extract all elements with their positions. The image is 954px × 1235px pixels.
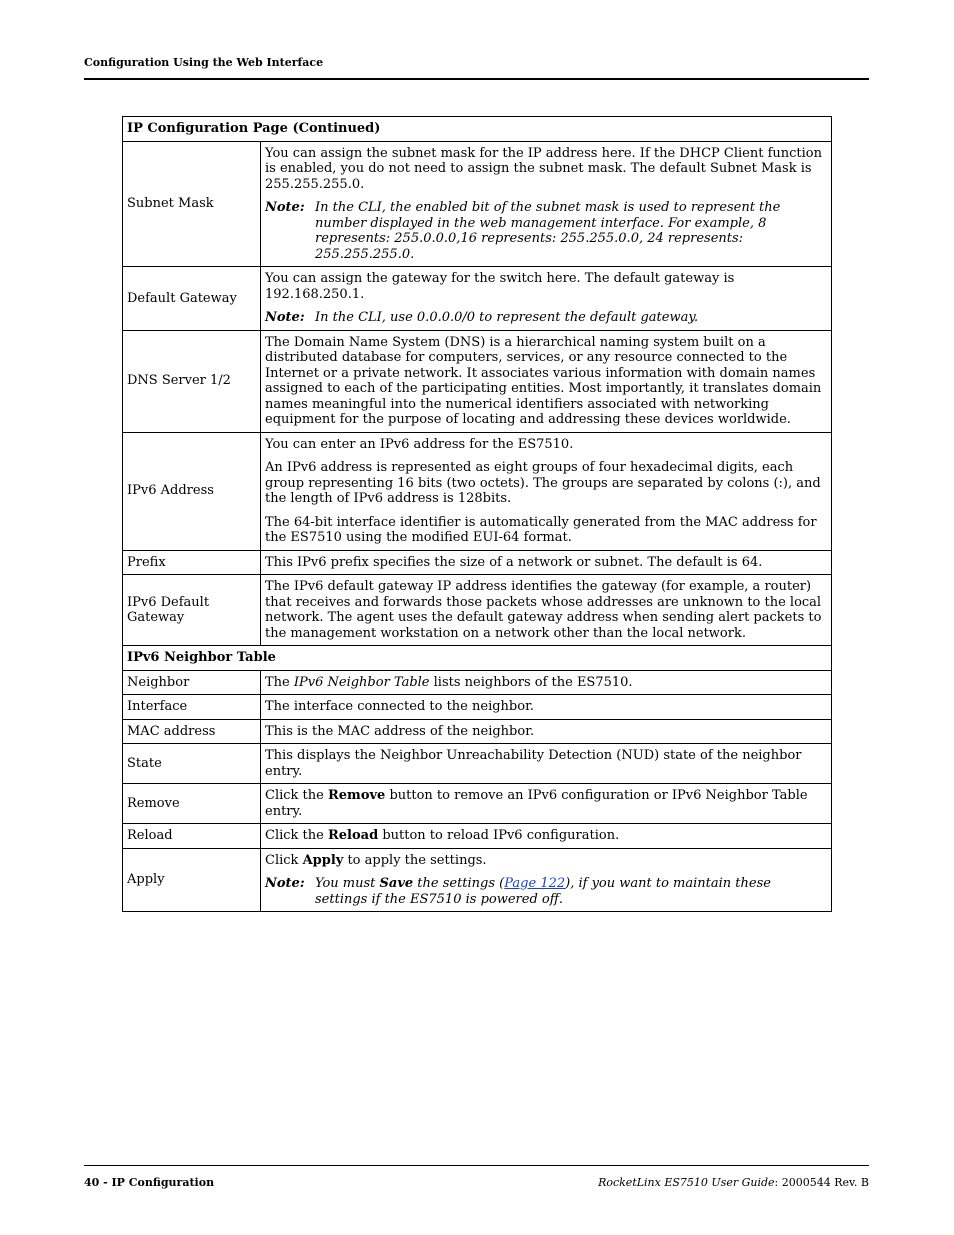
footer-doc-info [598, 1176, 869, 1189]
param-description [261, 575, 832, 646]
param-description [261, 848, 832, 912]
description-text: You can enter an IPv6 address for the ES7510. [265, 436, 574, 452]
description-text: The 64-bit interface identifier is automatically generated from the MAC address for the ES7510 using the modified EUI-64 format. [265, 514, 817, 545]
text-run: Click the [265, 788, 328, 803]
table-row [123, 848, 832, 912]
table-row [123, 824, 832, 849]
param-name: Subnet Mask [123, 141, 261, 267]
bold-term: Reload [327, 828, 379, 843]
table-row [123, 784, 832, 824]
text-run: Click the [265, 828, 328, 843]
param-name: MAC address [123, 719, 261, 744]
note-text: In the CLI, the enabled bit of the subnet mask is used to represent the number displayed in the web management interface. For example, 8 represents: 255.0.0.0,16 represents: 255.255.0.0, 24 represents: 255.255.255.0. [315, 200, 781, 262]
footer-page-label: 40 - IP Configuration [84, 1176, 215, 1189]
description-text: You can assign the subnet mask for the IP address here. If the DHCP Client function is enabled, you do not need to assign the subnet mask. The default Subnet Mask is 255.255.255.0. [265, 145, 822, 192]
note [265, 310, 827, 326]
param-description [261, 784, 832, 824]
description-text: The Domain Name System (DNS) is a hierarchical naming system built on a distributed database for computers, services, or any resource connected to the Internet or a private network. It associates various information with domain names assigned to each of the participating entities. Most importantly, it translates domain names meaningful into the numerical identifiers associated with networking equipment for the purpose of locating and addressing these devices worldwide. [265, 334, 822, 427]
text-run: to apply the settings. [343, 852, 487, 868]
description-text: An IPv6 address is represented as eight groups of four hexadecimal digits, each group representing 16 bits (two octets). The groups are separated by colons (:), and the length of IPv6 address is 128bits. [265, 460, 821, 506]
note-label: Note: [265, 310, 305, 325]
bold-term: Save [379, 876, 414, 891]
doc-title: RocketLinx ES7510 User Guide [598, 1176, 775, 1189]
section-header-row [123, 646, 832, 671]
table-row [123, 744, 832, 784]
param-description [261, 670, 832, 695]
description-text: You can assign the gateway for the switch here. The default gateway is 192.168.250.1. [265, 271, 735, 302]
note [265, 876, 827, 907]
table-title-row [123, 117, 832, 142]
param-name: Default Gateway [123, 267, 261, 331]
param-name: IPv6 Address [123, 432, 261, 550]
note-text: You must [315, 876, 380, 891]
description-text: This IPv6 prefix specifies the size of a network or subnet. The default is 64. [265, 554, 763, 570]
doc-revision: : 2000544 Rev. B [774, 1176, 869, 1189]
param-description [261, 267, 832, 331]
param-description: This displays the Neighbor Unreachability Detection (NUD) state of the neighbor entry. [261, 744, 832, 784]
text-run: button to reload IPv6 configuration. [378, 828, 620, 843]
param-description [261, 550, 832, 575]
param-name: Prefix [123, 550, 261, 575]
param-name: IPv6 Default Gateway [123, 575, 261, 646]
table-row [123, 695, 832, 720]
param-description [261, 432, 832, 550]
text-run: Click [265, 852, 303, 868]
note-text: ), if you want to maintain these settings if the ES7510 is powered off. [315, 876, 771, 907]
param-name: Neighbor [123, 670, 261, 695]
param-name: Apply [123, 848, 261, 912]
footer-rule [84, 1165, 869, 1166]
emphasis: IPv6 Neighbor Table [293, 674, 430, 690]
text-run: The [265, 674, 294, 690]
description-text: The IPv6 default gateway IP address identifies the gateway (for example, a router) that receives and forwards those packets whose addresses are unknown to the local network. The agent uses the default gateway address when sending alert packets to the management workstation on a network other than the local network. [265, 579, 822, 641]
note-label: Note: [265, 200, 305, 215]
section-title: IPv6 Neighbor Table [123, 646, 832, 671]
description-text [265, 853, 827, 869]
param-name: Remove [123, 784, 261, 824]
note [265, 200, 827, 262]
table-row [123, 432, 832, 550]
param-description [261, 330, 832, 432]
header-rule [84, 78, 869, 80]
param-description [261, 824, 832, 849]
table-title: IP Configuration Page (Continued) [123, 117, 832, 142]
table-row [123, 550, 832, 575]
text-run: button to remove an IPv6 configuration or IPv6 Neighbor Table entry. [265, 788, 808, 819]
running-header: Configuration Using the Web Interface [84, 56, 324, 69]
param-description: The interface connected to the neighbor. [261, 695, 832, 720]
param-name: Interface [123, 695, 261, 720]
note-text: In the CLI, use 0.0.0.0/0 to represent the default gateway. [315, 310, 699, 325]
table-row [123, 670, 832, 695]
ip-configuration-table [122, 116, 832, 912]
param-name: State [123, 744, 261, 784]
table-row [123, 719, 832, 744]
param-description [261, 141, 832, 267]
param-description: This is the MAC address of the neighbor. [261, 719, 832, 744]
param-name: DNS Server 1/2 [123, 330, 261, 432]
note-text: the settings ( [413, 876, 505, 891]
param-name: Reload [123, 824, 261, 849]
table-row [123, 141, 832, 267]
table-row [123, 267, 832, 331]
text-run: lists neighbors of the ES7510. [429, 674, 633, 690]
table-row [123, 330, 832, 432]
table-row [123, 575, 832, 646]
bold-term: Apply [302, 852, 344, 868]
note-label: Note: [265, 876, 305, 891]
bold-term: Remove [327, 788, 386, 803]
page-122-link[interactable]: Page 122 [504, 876, 566, 891]
